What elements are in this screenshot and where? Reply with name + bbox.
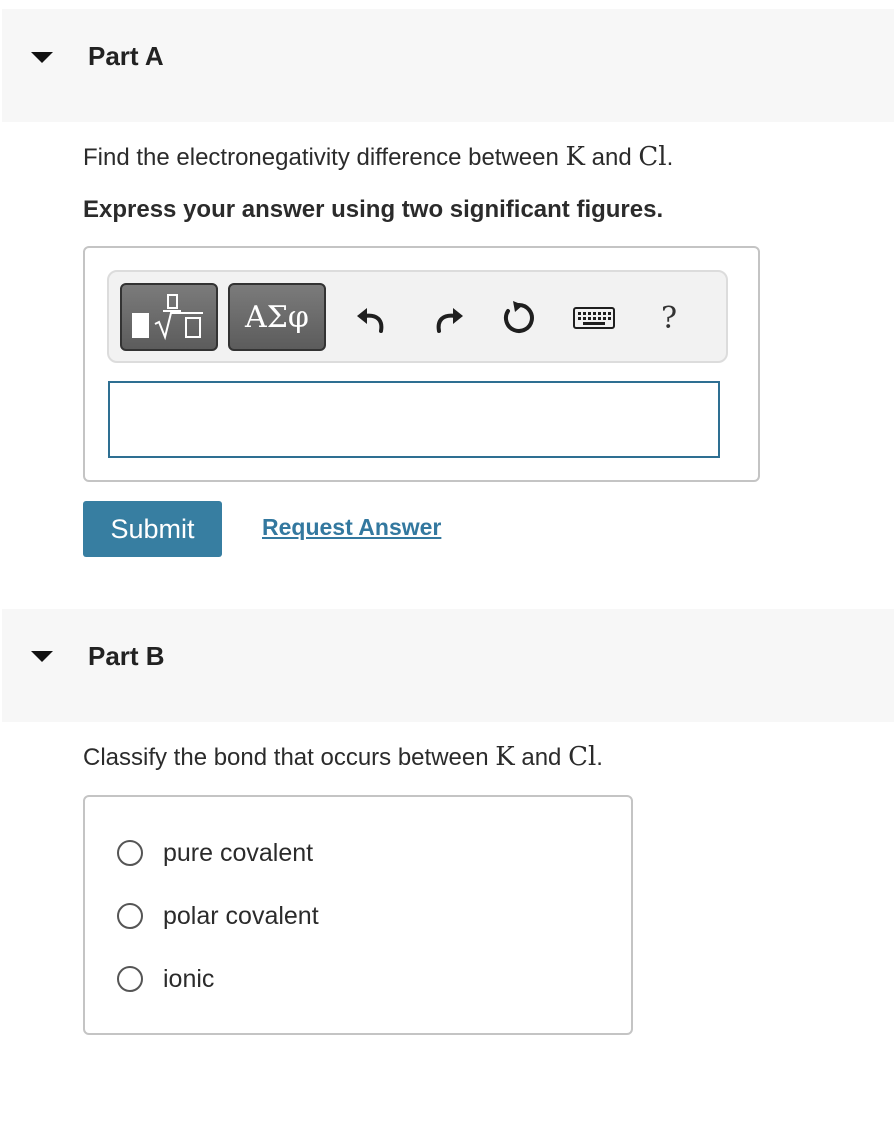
part-b-prompt: Classify the bond that occurs between K and Cl. bbox=[83, 742, 603, 772]
choice-label: polar covalent bbox=[163, 901, 319, 930]
template-button[interactable] bbox=[120, 283, 218, 351]
part-b-title: Part B bbox=[88, 641, 165, 671]
request-answer-link[interactable]: Request Answer bbox=[262, 514, 442, 540]
fraction-sqrt-template-icon bbox=[127, 291, 211, 343]
part-b-header[interactable] bbox=[2, 609, 894, 722]
choice-pure-covalent[interactable] bbox=[117, 838, 313, 868]
reset-button[interactable] bbox=[495, 294, 543, 342]
undo-button[interactable] bbox=[347, 294, 395, 342]
choice-polar-covalent[interactable] bbox=[117, 901, 319, 931]
redo-icon bbox=[432, 301, 466, 335]
keyboard-button[interactable] bbox=[570, 294, 618, 342]
part-a-instruction: Express your answer using two significant figures. bbox=[83, 196, 664, 223]
answer-input[interactable] bbox=[108, 381, 720, 458]
choice-label: ionic bbox=[163, 964, 215, 993]
part-a-title: Part A bbox=[88, 41, 164, 71]
reset-icon bbox=[501, 300, 537, 336]
part-a-header[interactable] bbox=[2, 9, 894, 122]
part-a-prompt: Find the electronegativity difference between K and Cl. bbox=[83, 142, 674, 172]
element-k: K bbox=[565, 142, 585, 172]
choice-ionic[interactable] bbox=[117, 964, 214, 994]
redo-button[interactable] bbox=[425, 294, 473, 342]
element-cl: Cl bbox=[568, 742, 597, 772]
keyboard-icon bbox=[573, 305, 615, 331]
undo-icon bbox=[354, 301, 388, 335]
radio-button[interactable] bbox=[117, 966, 143, 992]
element-k: K bbox=[495, 742, 515, 772]
element-cl: Cl bbox=[638, 142, 667, 172]
caret-down-icon[interactable] bbox=[31, 52, 53, 63]
answer-box bbox=[83, 246, 760, 482]
greek-symbols-button[interactable]: ΑΣφ bbox=[228, 283, 326, 351]
choices-box bbox=[83, 795, 633, 1035]
radio-button[interactable] bbox=[117, 903, 143, 929]
choice-label: pure covalent bbox=[163, 838, 314, 867]
submit-button[interactable]: Submit bbox=[83, 501, 222, 557]
math-toolbar bbox=[107, 270, 728, 363]
help-button[interactable]: ? bbox=[660, 300, 678, 336]
caret-down-icon[interactable] bbox=[31, 651, 53, 662]
radio-button[interactable] bbox=[117, 840, 143, 866]
